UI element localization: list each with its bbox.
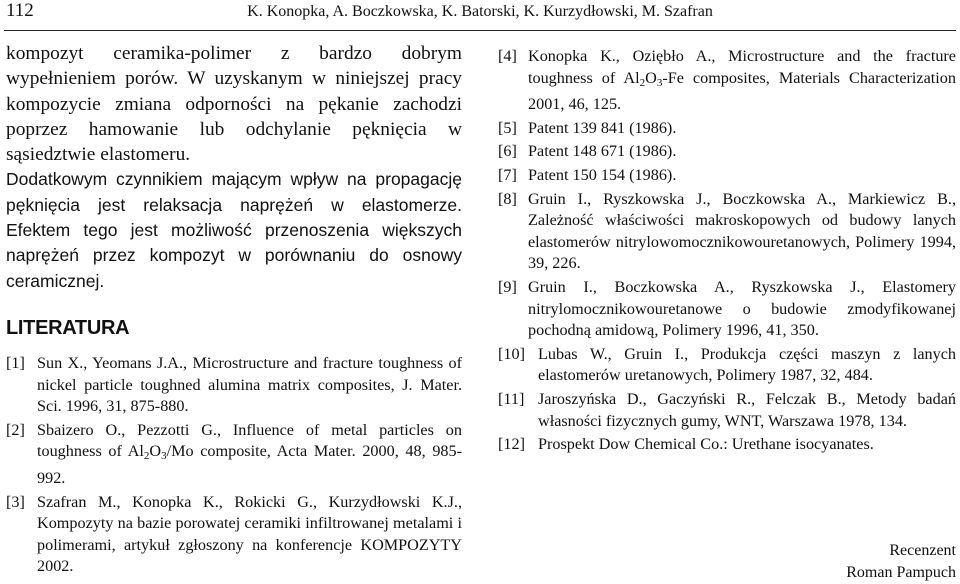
reference-number: [11] <box>498 389 525 408</box>
body-paragraph-sans: Dodatkowym czynnikiem mającym wpływ na propagację pęknięcia jest relaksacja naprężeń w elastomerze. Efektem tego jest możliwość przenoszenia większych naprężeń przez kompozyt w porównaniu do osnowy ceramicznej. <box>6 169 462 291</box>
reviewer-signature <box>846 540 956 584</box>
body-paragraph-serif: kompozyt ceramika-polimer z bardzo dobrym wypełnieniem porów. W uzyskanym w niniejszej pracy kompozycie zmiana odporności na pękanie zachodzi poprzez hamowanie lub odchylanie pęknięcia w sąsiedztwie elastomeru. <box>6 43 462 166</box>
reference-text: Konopka K., Oziębło A., Microstructure and the fracture toughness of Al <box>528 47 956 87</box>
reference-text: O <box>149 442 162 461</box>
header-rule <box>4 30 956 31</box>
reference-number: [9] <box>498 277 517 296</box>
page-number: 112 <box>6 0 34 21</box>
reference-number: [7] <box>498 165 517 184</box>
reference-text: Gruin I., Boczkowska A., Ryszkowska J., Elastomery nitrylomocznikowouretanowe o budowie zmodyfikowanej pochodną amidową, Polimery 1996, 41, 350. <box>528 277 956 340</box>
reference-item <box>498 434 956 456</box>
subscript: 2 <box>143 450 150 463</box>
reference-text: Patent 148 671 (1986). <box>528 142 677 161</box>
reference-number: [12] <box>498 435 525 454</box>
reference-item <box>6 420 462 490</box>
reference-item <box>498 118 956 140</box>
reference-number: [2] <box>6 420 25 439</box>
reference-text: Gruin I., Ryszkowska J., Boczkowska A., Markiewicz B., Zależność właściwości makroskopowych od budowy lanych elastomerów nitrylowomocznikowouretanowych, Polimery 1994, 39, 226. <box>528 189 956 273</box>
reference-text: -Fe composites, Materials Characterization 2001, 46, 125. <box>528 68 956 114</box>
page-header <box>0 0 960 26</box>
reference-item <box>498 141 956 163</box>
reference-text: Jaroszyńska D., Gaczyński R., Felczak B., Metody badań własności fizycznych gumy, WNT, Warszawa 1978, 134. <box>538 389 956 430</box>
reference-item <box>6 353 462 418</box>
reference-item <box>498 165 956 187</box>
reference-text: Szafran M., Konopka K., Rokicki G., Kurzydłowski K.J., Kompozyty na bazie porowatej ceramiki infiltrowanej metalami i polimerami, artykuł zgłoszony na konferencje KOMPOZYTY 2002. <box>37 492 462 576</box>
reference-text: Sbaizero O., Pezzotti G., Influence of metal particles on toughness of Al <box>37 420 462 461</box>
reference-text: Prospekt Dow Chemical Co.: Urethane isocyanates. <box>538 435 874 454</box>
reference-item <box>498 46 956 116</box>
reference-number: [3] <box>6 492 25 511</box>
reference-number: [10] <box>498 344 525 363</box>
reference-text: Patent 150 154 (1986). <box>528 165 677 184</box>
reference-text: Lubas W., Gruin I., Produkcja części maszyn z lanych elastomerów uretanowych, Polimery 1987, 32, 484. <box>538 344 956 385</box>
reference-text: Patent 139 841 (1986). <box>528 118 677 137</box>
reviewer-label: Recenzent <box>889 542 956 559</box>
references-right <box>498 46 956 458</box>
subscript: 3 <box>161 450 167 463</box>
reference-item <box>498 344 956 387</box>
reference-item <box>498 189 956 275</box>
reference-item <box>6 492 462 578</box>
reference-number: [4] <box>498 47 517 65</box>
reference-number: [1] <box>6 354 25 372</box>
reference-text: Sun X., Yeomans J.A., Microstructure and fracture toughness of nickel particle toughned alumina matrix composites, J. Mater. Sci. 1996, 31, 875-880. <box>37 354 462 416</box>
running-header-authors: K. Konopka, A. Boczkowska, K. Batorski, K. Kurzydłowski, M. Szafran <box>247 3 713 20</box>
left-column <box>6 41 462 294</box>
reference-item <box>498 277 956 342</box>
subscript: 3 <box>656 76 663 89</box>
reviewer-name: Roman Pampuch <box>846 564 956 581</box>
reference-text: /Mo composite, Acta Mater. 2000, 48, 985-992. <box>37 442 462 487</box>
reference-text: O <box>645 68 657 87</box>
reference-number: [5] <box>498 118 517 137</box>
reference-number: [8] <box>498 189 517 208</box>
reference-item <box>498 389 956 432</box>
subscript: 2 <box>639 76 646 89</box>
reference-number: [6] <box>498 142 517 161</box>
references-left <box>6 353 462 580</box>
section-heading-literatura: LITERATURA <box>6 317 130 339</box>
